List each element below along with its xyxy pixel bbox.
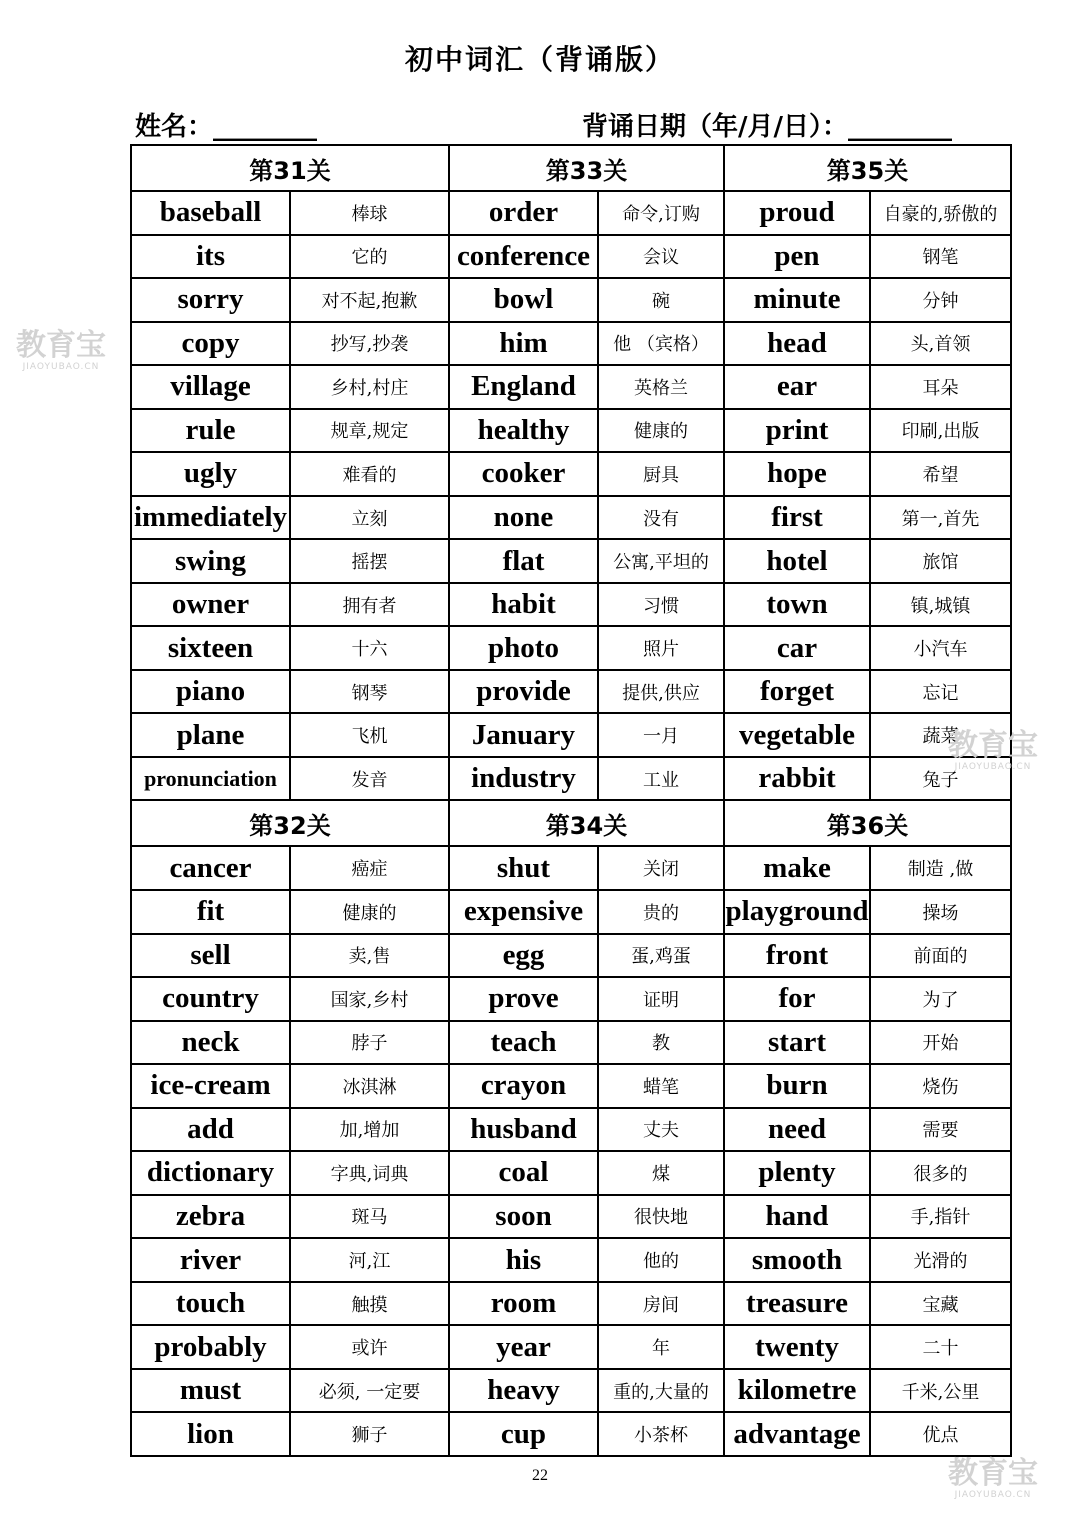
english-word: lion [131,1412,290,1456]
watermark-text: 教育宝 [16,328,106,363]
chinese-meaning: 规章,规定 [290,409,449,453]
vocab-row [131,496,1011,540]
watermark-subtext: JIAOYUBAO.CN [22,362,100,372]
chinese-meaning: 棒球 [290,191,449,235]
vocab-row [131,977,1011,1021]
chinese-meaning: 丈夫 [598,1108,724,1152]
chinese-meaning: 煤 [598,1151,724,1195]
english-word: start [724,1021,870,1065]
english-word: front [724,934,870,978]
english-word: ice-cream [131,1064,290,1108]
chinese-meaning: 蜡笔 [598,1064,724,1108]
english-word: cup [449,1412,598,1456]
english-word: country [131,977,290,1021]
chinese-meaning: 忘记 [870,670,1011,714]
chinese-meaning: 触摸 [290,1282,449,1326]
vocabulary-table-body [131,145,1011,1456]
english-word: rule [131,409,290,453]
vocab-row [131,539,1011,583]
english-word: probably [131,1325,290,1369]
chinese-meaning: 钢笔 [870,235,1011,279]
chinese-meaning: 碗 [598,278,724,322]
page-number: 22 [532,1467,548,1484]
group-header: 第34关 [449,800,724,846]
chinese-meaning: 旅馆 [870,539,1011,583]
vocab-row [131,934,1011,978]
english-word: owner [131,583,290,627]
chinese-meaning: 关闭 [598,846,724,890]
chinese-meaning: 照片 [598,626,724,670]
watermark-text: 教育宝 [948,1456,1038,1491]
group-header: 第32关 [131,800,449,846]
english-word: proud [724,191,870,235]
english-word: rabbit [724,757,870,801]
english-word: cancer [131,846,290,890]
vocab-row [131,1021,1011,1065]
chinese-meaning: 钢琴 [290,670,449,714]
chinese-meaning: 制造 ,做 [870,846,1011,890]
english-word: egg [449,934,598,978]
english-word: zebra [131,1195,290,1239]
chinese-meaning: 操场 [870,890,1011,934]
chinese-meaning: 很快地 [598,1195,724,1239]
english-word: bowl [449,278,598,322]
english-word: advantage [724,1412,870,1456]
group-header: 第31关 [131,145,449,191]
english-word: conference [449,235,598,279]
english-word: prove [449,977,598,1021]
chinese-meaning: 房间 [598,1282,724,1326]
vocab-row [131,409,1011,453]
chinese-meaning: 立刻 [290,496,449,540]
english-word: add [131,1108,290,1152]
english-word: its [131,235,290,279]
chinese-meaning: 印刷,出版 [870,409,1011,453]
chinese-meaning: 镇,城镇 [870,583,1011,627]
chinese-meaning: 蛋,鸡蛋 [598,934,724,978]
english-word: habit [449,583,598,627]
english-word: baseball [131,191,290,235]
chinese-meaning: 乡村,村庄 [290,365,449,409]
english-word: car [724,626,870,670]
english-word: flat [449,539,598,583]
english-word: sell [131,934,290,978]
vocab-row [131,191,1011,235]
date-label: 背诵日期（年/月/日）：________ [582,112,952,142]
chinese-meaning: 河,江 [290,1238,449,1282]
vocab-row [131,1325,1011,1369]
chinese-meaning: 宝藏 [870,1282,1011,1326]
english-word: January [449,713,598,757]
vocab-row [131,890,1011,934]
english-word: expensive [449,890,598,934]
english-word: need [724,1108,870,1152]
chinese-meaning: 对不起,抱歉 [290,278,449,322]
english-word: swing [131,539,290,583]
english-word: kilometre [724,1369,870,1413]
watermark-logo [948,730,1038,772]
vocab-row [131,1108,1011,1152]
watermark-text: 教育宝 [948,728,1038,763]
chinese-meaning: 国家,乡村 [290,977,449,1021]
chinese-meaning: 提供,供应 [598,670,724,714]
chinese-meaning: 加,增加 [290,1108,449,1152]
chinese-meaning: 健康的 [598,409,724,453]
vocab-row [131,713,1011,757]
chinese-meaning: 他的 [598,1238,724,1282]
chinese-meaning: 重的,大量的 [598,1369,724,1413]
english-word: copy [131,322,290,366]
chinese-meaning: 蔬菜 [870,713,1011,757]
chinese-meaning: 脖子 [290,1021,449,1065]
english-word: forget [724,670,870,714]
chinese-meaning: 头,首领 [870,322,1011,366]
vocab-row [131,626,1011,670]
chinese-meaning: 年 [598,1325,724,1369]
vocab-row [131,1369,1011,1413]
watermark-logo [948,1458,1038,1500]
english-word: industry [449,757,598,801]
watermark-subtext: JIAOYUBAO.CN [954,1490,1032,1500]
chinese-meaning: 狮子 [290,1412,449,1456]
english-word: ugly [131,452,290,496]
group-header: 第35关 [724,145,1011,191]
chinese-meaning: 英格兰 [598,365,724,409]
english-word: piano [131,670,290,714]
english-word: his [449,1238,598,1282]
chinese-meaning: 千米,公里 [870,1369,1011,1413]
english-word: playground [724,890,870,934]
english-word: order [449,191,598,235]
chinese-meaning: 小茶杯 [598,1412,724,1456]
chinese-meaning: 小汽车 [870,626,1011,670]
english-word: healthy [449,409,598,453]
vocab-row [131,670,1011,714]
chinese-meaning: 光滑的 [870,1238,1011,1282]
chinese-meaning: 很多的 [870,1151,1011,1195]
chinese-meaning: 他 （宾格） [598,322,724,366]
vocab-row [131,1412,1011,1456]
english-word: first [724,496,870,540]
english-word: photo [449,626,598,670]
vocab-row [131,365,1011,409]
english-word: immediately [131,496,290,540]
chinese-meaning: 耳朵 [870,365,1011,409]
vocab-row [131,322,1011,366]
english-word: coal [449,1151,598,1195]
english-word: England [449,365,598,409]
vocab-row [131,235,1011,279]
english-word: town [724,583,870,627]
english-word: provide [449,670,598,714]
chinese-meaning: 发音 [290,757,449,801]
vocabulary-table [130,144,1012,1457]
english-word: fit [131,890,290,934]
chinese-meaning: 为了 [870,977,1011,1021]
name-label: 姓名：________ [135,112,318,142]
vocab-row [131,278,1011,322]
english-word: husband [449,1108,598,1152]
vocab-row [131,1151,1011,1195]
english-word: year [449,1325,598,1369]
chinese-meaning: 冰淇淋 [290,1064,449,1108]
english-word: crayon [449,1064,598,1108]
vocab-row [131,452,1011,496]
watermark-subtext: JIAOYUBAO.CN [954,762,1032,772]
english-word: shut [449,846,598,890]
chinese-meaning: 证明 [598,977,724,1021]
chinese-meaning: 字典,词典 [290,1151,449,1195]
vocab-row [131,1282,1011,1326]
english-word: plenty [724,1151,870,1195]
chinese-meaning: 会议 [598,235,724,279]
chinese-meaning: 教 [598,1021,724,1065]
english-word: head [724,322,870,366]
english-word: for [724,977,870,1021]
group-header-row [131,800,1011,846]
chinese-meaning: 公寓,平坦的 [598,539,724,583]
vocab-row [131,846,1011,890]
english-word: soon [449,1195,598,1239]
page-title: 初中词汇（背诵版） [404,43,675,76]
english-word: vegetable [724,713,870,757]
english-word: touch [131,1282,290,1326]
vocab-row [131,583,1011,627]
chinese-meaning: 厨具 [598,452,724,496]
english-word: hope [724,452,870,496]
chinese-meaning: 命令,订购 [598,191,724,235]
chinese-meaning: 二十 [870,1325,1011,1369]
english-word: treasure [724,1282,870,1326]
chinese-meaning: 工业 [598,757,724,801]
english-word: twenty [724,1325,870,1369]
english-word: pen [724,235,870,279]
english-word: teach [449,1021,598,1065]
english-word: him [449,322,598,366]
group-header: 第36关 [724,800,1011,846]
chinese-meaning: 兔子 [870,757,1011,801]
chinese-meaning: 手,指针 [870,1195,1011,1239]
chinese-meaning: 开始 [870,1021,1011,1065]
english-word: sixteen [131,626,290,670]
english-word: neck [131,1021,290,1065]
vocab-row [131,757,1011,801]
english-word: dictionary [131,1151,290,1195]
chinese-meaning: 贵的 [598,890,724,934]
vocab-row [131,1064,1011,1108]
group-header: 第33关 [449,145,724,191]
english-word: must [131,1369,290,1413]
chinese-meaning: 分钟 [870,278,1011,322]
english-word: none [449,496,598,540]
english-word: room [449,1282,598,1326]
english-word: river [131,1238,290,1282]
english-word: ear [724,365,870,409]
english-word: hotel [724,539,870,583]
english-word: burn [724,1064,870,1108]
chinese-meaning: 或许 [290,1325,449,1369]
chinese-meaning: 自豪的,骄傲的 [870,191,1011,235]
chinese-meaning: 摇摆 [290,539,449,583]
english-word: heavy [449,1369,598,1413]
chinese-meaning: 飞机 [290,713,449,757]
chinese-meaning: 需要 [870,1108,1011,1152]
chinese-meaning: 抄写,抄袭 [290,322,449,366]
chinese-meaning: 希望 [870,452,1011,496]
english-word: cooker [449,452,598,496]
chinese-meaning: 十六 [290,626,449,670]
chinese-meaning: 优点 [870,1412,1011,1456]
english-word: smooth [724,1238,870,1282]
chinese-meaning: 它的 [290,235,449,279]
english-word: plane [131,713,290,757]
chinese-meaning: 斑马 [290,1195,449,1239]
chinese-meaning: 拥有者 [290,583,449,627]
english-word: sorry [131,278,290,322]
vocab-row [131,1238,1011,1282]
chinese-meaning: 习惯 [598,583,724,627]
chinese-meaning: 必须, 一定要 [290,1369,449,1413]
chinese-meaning: 前面的 [870,934,1011,978]
english-word: print [724,409,870,453]
group-header-row [131,145,1011,191]
chinese-meaning: 卖,售 [290,934,449,978]
chinese-meaning: 一月 [598,713,724,757]
vocab-row [131,1195,1011,1239]
english-word: minute [724,278,870,322]
chinese-meaning: 癌症 [290,846,449,890]
chinese-meaning: 烧伤 [870,1064,1011,1108]
watermark-logo [16,330,106,372]
english-word: pronunciation [131,757,290,801]
chinese-meaning: 第一,首先 [870,496,1011,540]
english-word: village [131,365,290,409]
chinese-meaning: 难看的 [290,452,449,496]
english-word: hand [724,1195,870,1239]
chinese-meaning: 健康的 [290,890,449,934]
chinese-meaning: 没有 [598,496,724,540]
english-word: make [724,846,870,890]
